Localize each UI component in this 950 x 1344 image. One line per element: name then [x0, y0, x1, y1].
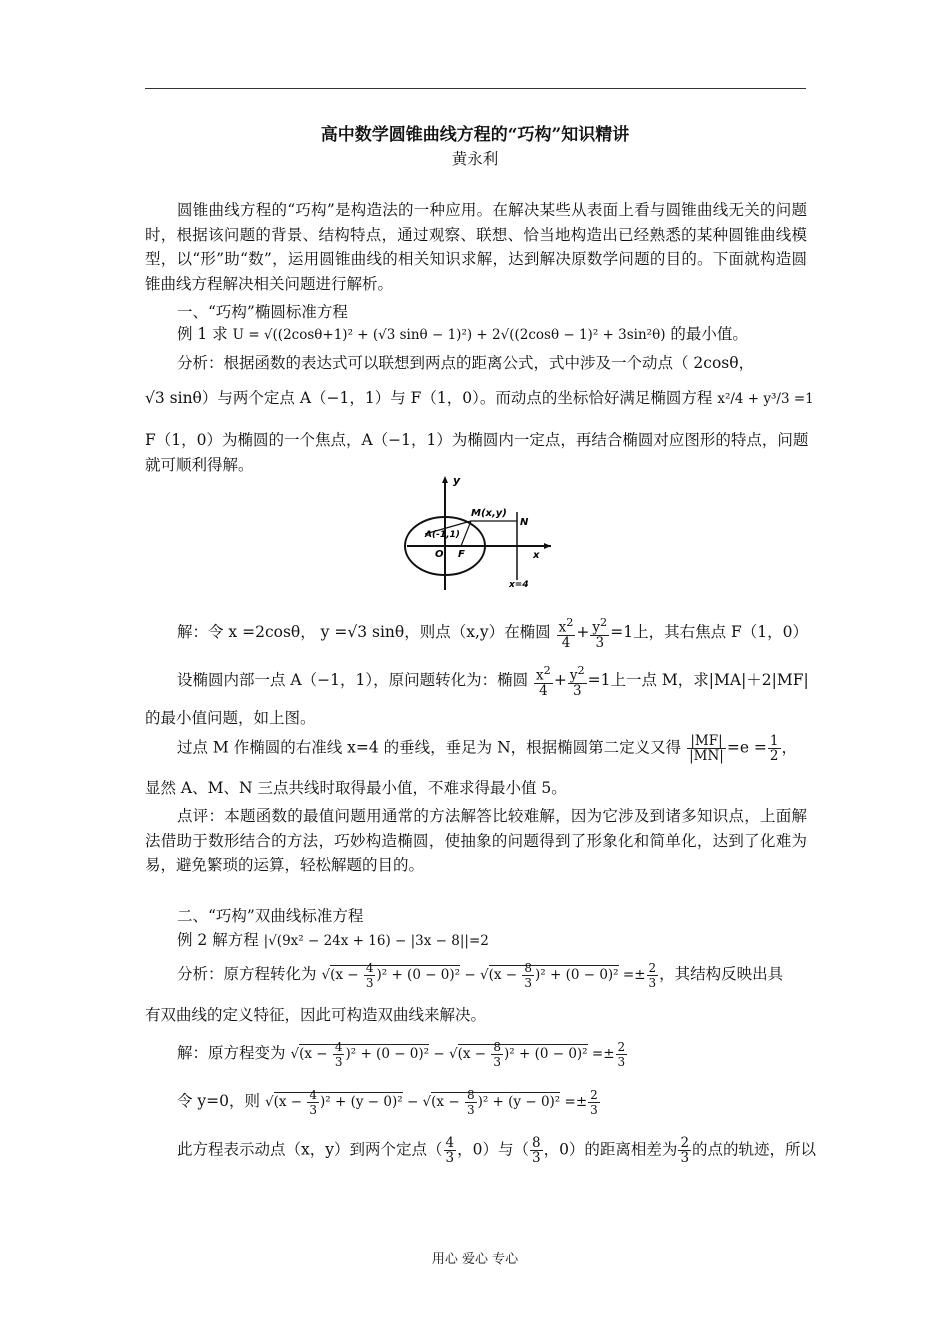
solution-2-equation-b: √(x − $\frac{4}{3}$ )² + (y − 0)² − √(x − $\frac{8}{3}$ )² + (y − 0)² =± $\frac{2}{3}$ [264, 1088, 598, 1117]
label-N: N [520, 517, 529, 528]
solution-2-text-c2: ，0）与（ [457, 1140, 529, 1159]
label-F: F [458, 549, 465, 560]
solution-1-line-b: 设椭圆内部一点 A（−1，1），原问题转化为：椭圆 $\frac{x^2}{4}$ + $\frac{y^2}{3}$ =1上一点 M，求|MA|＋2|MF| [177, 664, 809, 699]
frac-y2-3: $\frac{y^2}{3}$ [592, 616, 608, 651]
segment-MF [461, 521, 471, 546]
author: 黄永利 [451, 150, 499, 168]
frac-MF-MN: $\frac{|MF|}{|MN|}$ [689, 733, 724, 764]
solution-1-text-a2: =1上，其右焦点 F（1，0） [610, 622, 808, 641]
solution-1-text-d2: =e = [726, 738, 767, 757]
analysis-2-line-b: 有双曲线的定义特征，因此可构造双曲线来解决。 [145, 1006, 487, 1024]
solution-1-text-a: 解：令 x =2cosθ， y =√3 sinθ，则点（x,y）在椭圆 [177, 622, 551, 641]
label-O: O [435, 549, 444, 560]
solution-1-line-c: 的最小值问题，如上图。 [145, 709, 316, 727]
frac-one-half: $\frac{1}{2}$ [769, 733, 779, 764]
solution-2-line-a [177, 1040, 628, 1069]
example-1 [177, 322, 748, 347]
solution-1-line-a: 解：令 x =2cosθ， y =√3 sinθ，则点（x,y）在椭圆 $\frac{x^2}{4}$ + $\frac{y^2}{3}$ =1上，其右焦点 F（1，0） [177, 616, 808, 651]
ellipse-equation: x²/4 + y³/3 =1 [717, 391, 814, 407]
analysis-2-text-a2: ，其结构反映出具 [659, 965, 784, 983]
example-1-label: 例 1 求 [177, 325, 228, 343]
example-2 [177, 928, 489, 953]
label-y: y [453, 474, 461, 487]
solution-1-text-d: 过点 M 作椭圆的右准线 x=4 的垂线，垂足为 N，根据椭圆第二定义又得 [177, 738, 682, 757]
header-rule [145, 88, 806, 89]
frac-x2-4-b: $\frac{x^2}{4}$ [536, 664, 551, 699]
label-A: A(-1,1) [425, 530, 460, 540]
solution-2-equation-a: √(x − $\frac{4}{3}$ )² + (0 − 0)² − √(x − $\frac{8}{3}$ )² + (0 − 0)² =± $\frac{2}{3}$ [290, 1040, 626, 1069]
analysis-1-line-c: F（1，0）为椭圆的一个焦点，A（−1，1）为椭圆内一定点，再结合椭圆对应图形的特点，问题 [145, 431, 809, 449]
analysis-1-text-b: √3 sinθ）与两个定点 A（−1，1）与 F（1，0）。而动点的坐标恰好满足椭圆方程 [145, 389, 713, 407]
solution-2-text-c4: 的点的轨迹，所以 [692, 1140, 817, 1159]
intro-paragraph: 圆锥曲线方程的“巧构”是构造法的一种应用。在解决某些从表面上看与圆锥曲线无关的问题时，根据该问题的背景、结构特点，通过观察、联想、恰当地构造出已经熟悉的某种圆锥曲线模型，以“形”助“数”，运用圆锥曲线的相关知识求解，达到解决原数学问题的目的。下面就构造圆锥曲线方程解决相关问题进行解析。 [145, 201, 807, 293]
frac-2-3: $\frac{2}{3}$ [680, 1135, 690, 1166]
analysis-1-line-d: 就可顺利得解。 [145, 456, 254, 474]
solution-2-line-b [177, 1088, 601, 1117]
y-axis-arrow [442, 476, 448, 483]
frac-4-3: $\frac{4}{3}$ [445, 1135, 455, 1166]
solution-2-text-a: 解：原方程变为 [177, 1044, 286, 1062]
frac-y2-3-b: $\frac{y^2}{3}$ [569, 664, 585, 699]
frac-8-3: $\frac{8}{3}$ [531, 1135, 541, 1166]
analysis-1-line-b [145, 386, 814, 411]
analysis-2-equation: √(x − $\frac{4}{3}$ )² + (0 − 0)² − √(x − $\frac{8}{3}$ )² + (0 − 0)² =± $\frac{2}{3}$ [321, 961, 657, 990]
solution-2-text-c3: ，0）的距离相差为 [543, 1140, 678, 1159]
comment-paragraph: 点评：本题函数的最值问题用通常的方法解答比较难解，因为它涉及到诸多知识点，上面解法借助于数形结合的方法，巧妙构造椭圆，使抽象的问题得到了形象化和简单化，达到了化难为易，避免繁琐的运算，轻松解题的目的。 [145, 807, 807, 874]
solution-2-line-c [177, 1136, 816, 1165]
analysis-1-line-a: 分析：根据函数的表达式可以联想到两点的距离公式，式中涉及一个动点（ 2cosθ， [177, 354, 755, 372]
example-2-expression: |√(9x² − 24x + 16) − |3x − 8||=2 [263, 933, 489, 949]
solution-2-text-b: 令 y=0，则 [177, 1092, 261, 1110]
solution-1-line-d: 过点 M 作椭圆的右准线 x=4 的垂线，垂足为 N，根据椭圆第二定义又得 $\frac{|MF|}{|MN|}$ =e = $\frac{1}{2}$ ， [177, 733, 798, 764]
solution-2-text-c: 此方程表示动点（x，y）到两个定点（ [177, 1140, 443, 1159]
example-1-tail: 的最小值。 [670, 325, 748, 343]
frac-x2-4: $\frac{x^2}{4}$ [558, 616, 574, 651]
ellipse-figure [395, 472, 555, 592]
label-x4: x=4 [509, 580, 529, 590]
analysis-2-text-a: 分析：原方程转化为 [177, 965, 317, 983]
label-x: x [533, 550, 540, 561]
x-axis-arrow [544, 543, 551, 549]
analysis-2-line-a [177, 961, 783, 990]
example-2-label: 例 2 解方程 [177, 931, 259, 949]
label-M: M(x,y) [471, 508, 507, 519]
page-title: 高中数学圆锥曲线方程的“巧构”知识精讲 [320, 125, 630, 145]
solution-1-text-b2: =1上一点 M，求|MA|＋2|MF| [587, 670, 809, 689]
example-1-expression: U = √((2cosθ+1)² + (√3 sinθ − 1)²) + 2√((2cosθ − 1)² + 3sin²θ) [232, 327, 666, 343]
section-2-heading: 二、“巧构”双曲线标准方程 [177, 907, 364, 925]
section-1-heading: 一、“巧构”椭圆标准方程 [177, 303, 348, 321]
solution-1-text-b: 设椭圆内部一点 A（−1，1），原问题转化为：椭圆 [177, 670, 529, 689]
page-footer: 用心 爱心 专心 [431, 1252, 519, 1267]
solution-1-line-e: 显然 A、M、N 三点共线时取得最小值，不难求得最小值 5。 [145, 779, 567, 797]
